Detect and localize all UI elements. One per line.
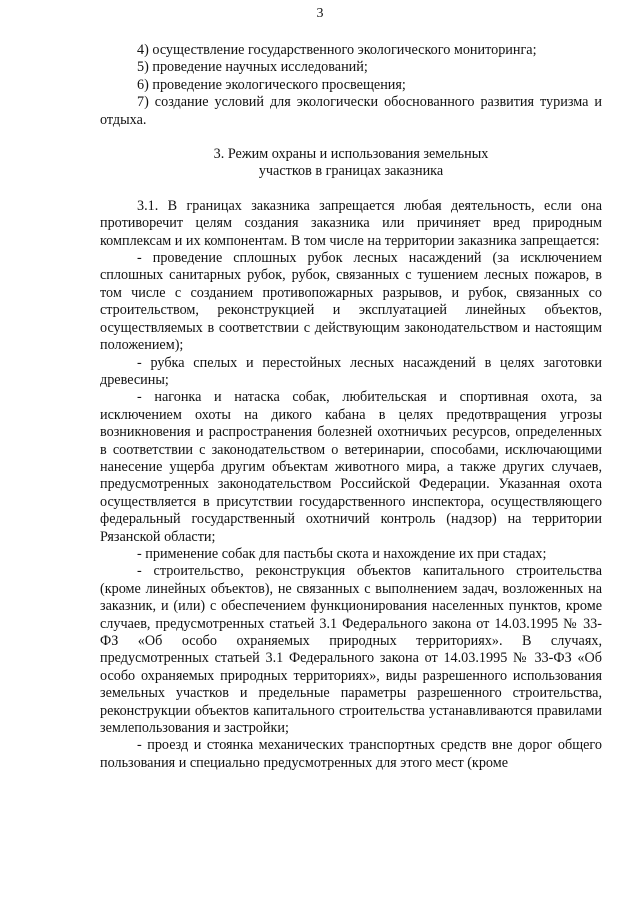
page-number: 3 (316, 6, 324, 21)
spacer (100, 181, 602, 198)
document-body (100, 42, 602, 772)
prohibition-item: - проведение сплошных рубок лесных насаждений (за исключением сплошных санитарных рубок, рубок, связанных с тушением лесных пожаров, в том числе с созданием противопожарных разрывов, и рубок, связанных со строительством, реконструкцией и эксплуатацией линейных объектов, осуществляемых в соответствии с действующим законодательством и настоящим положением); (100, 250, 602, 354)
list-item: 4) осуществление государственного экологического мониторинга; (137, 42, 537, 58)
prohibition-item: - проезд и стоянка механических транспортных средств вне дорог общего пользования и специально предусмотренных для этого мест (кроме (100, 737, 602, 771)
list-item: 7) создание условий для экологически обоснованного развития туризма и отдыха. (100, 94, 602, 128)
prohibition-item: - нагонка и натаска собак, любительская и спортивная охота, за исключением охоты на дикого кабана в целях предотвращения угрозы возникновения и распространения болезней охотничьих ресурсов, определенных в соответствии с законодательством о ветеринарии, способами, исключающими нанесение ущерба другим объектам животного мира, а также других случаев, предусмотренных законодательством Российской Федерации. Указанная охота осуществляется в присутствии государственного инспектора, осуществляющего федеральный государственный охотничий контроль (надзор) на территории Рязанской области; (100, 389, 602, 545)
section-heading-line-1: 3. Режим охраны и использования земельных (213, 146, 489, 163)
spacer (100, 129, 602, 146)
prohibition-item: - строительство, реконструкция объектов капитального строительства (кроме линейных объектов), не связанных с выполнением задач, возложенных на заказник, и (или) с обеспечением функционирования населенных пунктов, кроме случаев, предусмотренных статьей 3.1 Федерального закона от 14.03.1995 № 33-ФЗ «Об особо охраняемых природных территориях». В случаях, предусмотренных статьей 3.1 Федерального закона от 14.03.1995 № 33-ФЗ «Об особо охраняемых природных территориях», виды разрешенного использования земельных участков и предельные параметры разрешенного строительства, реконструкции объектов капитального строительства устанавливаются правилами землепользования и застройки; (100, 563, 602, 737)
list-item: 6) проведение экологического просвещения; (137, 76, 406, 93)
prohibition-item: - рубка спелых и перестойных лесных насаждений в целях заготовки древесины; (100, 354, 602, 388)
section-heading-line-2: участков в границах заказника (258, 163, 444, 180)
prohibition-item: - применение собак для пастьбы скота и нахождение их при стадах; (137, 545, 547, 562)
list-item: 5) проведение научных исследований; (137, 59, 368, 76)
paragraph-3-1: 3.1. В границах заказника запрещается любая деятельность, если она противоречит целям создания заказника или причиняет вред природным комплексам и их компонентам. В том числе на территории заказника запрещается: (100, 197, 602, 249)
